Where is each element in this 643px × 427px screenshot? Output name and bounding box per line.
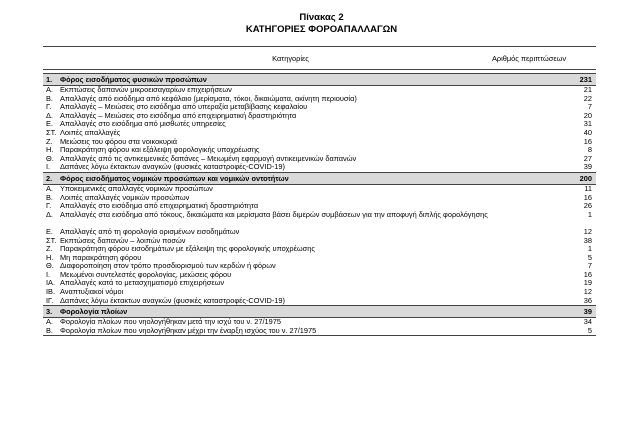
table-title: Πίνακας 2: [299, 12, 344, 23]
table-row: [43, 146, 596, 155]
table-row: [43, 163, 596, 172]
row-code: Θ.: [46, 261, 54, 271]
row-code: Β.: [46, 192, 53, 202]
row-code: Ι.: [46, 162, 51, 172]
table-row: [43, 318, 596, 327]
row-label: Απαλλαγές στο εισόδημα από επιχειρηματική δραστηριότητα: [60, 202, 259, 211]
row-count: 27: [583, 153, 592, 163]
row-count: 7: [587, 102, 592, 112]
row-count: 22: [583, 93, 592, 103]
tax-exemptions-table: [43, 46, 596, 336]
row-code: Θ.: [46, 153, 54, 163]
row-count: 39: [583, 162, 592, 172]
table-row: [43, 155, 596, 164]
header-categories: Κατηγορίες: [272, 53, 309, 63]
row-code: Α.: [46, 183, 53, 193]
table-row: [43, 95, 596, 104]
table-row: [43, 245, 596, 254]
row-count: 1: [587, 209, 592, 219]
section-total: 200: [579, 173, 592, 183]
row-label: Διαφοροποίηση στον τρόπο προσδιορισμού των κερδών ή φόρων: [60, 262, 276, 271]
table-row: [43, 262, 596, 271]
row-code: Η.: [46, 252, 54, 262]
table-header: [43, 46, 596, 70]
table-row: [43, 297, 596, 306]
row-code: Ζ.: [46, 244, 53, 254]
row-code: Γ.: [46, 102, 52, 112]
row-code: Η.: [46, 145, 54, 155]
row-count: 12: [583, 226, 592, 236]
row-code: ΙΓ.: [46, 295, 54, 305]
section-row: [43, 305, 596, 318]
row-code: Β.: [46, 93, 53, 103]
table-row: [43, 138, 596, 147]
row-count: 8: [587, 145, 592, 155]
table-row: [43, 279, 596, 288]
table-row: [43, 185, 596, 194]
table-row: [43, 327, 596, 337]
row-count: 12: [583, 287, 592, 297]
row-code: Ζ.: [46, 136, 53, 146]
section-total: 39: [583, 307, 592, 317]
row-count: 16: [583, 192, 592, 202]
row-label: Παρακράτηση φόρου εισοδημάτων με εξάλειψη της φορολογικής υποχρέωσης: [60, 245, 315, 254]
row-label: Απαλλαγές από τη φορολογία ορισμένων εισοδημάτων: [60, 227, 240, 236]
row-label: Απαλλαγές στο εισόδημα από μισθωτές υπηρεσίες: [60, 120, 226, 129]
row-code: ΙΒ.: [46, 287, 56, 297]
section-row: [43, 172, 596, 185]
table-body: [43, 73, 596, 336]
row-label: Αναπτυξιακοί νόμοι: [60, 288, 124, 297]
section-code: 3.: [46, 307, 53, 317]
table-row: [43, 288, 596, 297]
row-code: Α.: [46, 85, 53, 94]
row-count: 16: [583, 136, 592, 146]
row-code: Β.: [46, 325, 53, 335]
row-count: 5: [587, 252, 592, 262]
row-count: 31: [583, 119, 592, 129]
section-label: Φόρος εισοδήματος νομικών προσώπων και νομικών οντοτήτων: [60, 173, 289, 183]
row-code: ΣΤ.: [46, 127, 57, 137]
section-total: 231: [579, 75, 592, 84]
section-label: Φόρος εισοδήματος φυσικών προσώπων: [60, 75, 207, 84]
table-row: [43, 129, 596, 138]
row-code: Δ.: [46, 110, 53, 120]
row-count: 5: [587, 325, 592, 335]
row-code: Ι.: [46, 269, 51, 279]
row-count: 40: [583, 127, 592, 137]
row-label: Φορολογία πλοίων που νηολογήθηκαν μέχρι την έναρξη ισχύος του ν. 27/1975: [60, 326, 317, 335]
row-count: 16: [583, 269, 592, 279]
header-count: Αριθμός περιπτώσεων: [492, 53, 567, 63]
row-count: 36: [583, 295, 592, 305]
row-count: 19: [583, 278, 592, 288]
table-row: [43, 237, 596, 246]
section-label: Φορολογία πλοίων: [60, 307, 128, 317]
row-count: 20: [583, 110, 592, 120]
row-count: 1: [587, 244, 592, 254]
section-row: [43, 73, 596, 86]
row-code: ΙΑ.: [46, 278, 56, 288]
row-code: Ε.: [46, 119, 53, 129]
row-label: Απαλλαγές – Μειώσεις στο εισόδημα από υπεραξία μεταβίβασης κεφαλαίου: [60, 103, 308, 112]
row-count: 11: [584, 183, 592, 193]
row-label: Απαλλαγές – Μειώσεις στο εισόδημα από επιχειρηματική δραστηριότητα: [60, 111, 297, 120]
row-label: Απαλλαγές από τις αντικειμενικές δαπάνες – Μειωμένη εφαρμογή αντικειμενικών δαπανών: [60, 154, 357, 163]
row-label: Μειωμένοι συντελεστές φορολογίας, μειώσεις φόρου: [60, 270, 232, 279]
row-code: Γ.: [46, 201, 52, 211]
row-code: Δ.: [46, 209, 53, 219]
row-count: 34: [583, 317, 592, 327]
row-count: 38: [583, 235, 592, 245]
table-row: [43, 228, 596, 237]
table-row: [43, 202, 596, 211]
table-row: [43, 271, 596, 280]
table-row: [43, 194, 596, 203]
row-label: Λοιπές απαλλαγές νομικών προσώπων: [60, 193, 190, 202]
row-count: 21: [583, 85, 592, 94]
row-label: Μειώσεις του φόρου στα νοικοκυριά: [60, 137, 178, 146]
row-label: Απαλλαγές στα εισόδημα από τόκους, δικαιώματα και μερίσματα βάσει διμερών συμβάσεων για την αποφυγή διπλής φορολόγησης: [60, 210, 488, 219]
row-label: Απαλλαγές κατά το μετασχηματισμό επιχειρήσεων: [60, 279, 225, 288]
row-count: 26: [583, 201, 592, 211]
table-row: [43, 211, 596, 228]
row-label: Εκπτώσεις δαπανών – λοιπών ποσών: [60, 236, 186, 245]
row-label: Λοιπές απαλλαγές: [60, 128, 121, 137]
row-code: ΣΤ.: [46, 235, 57, 245]
row-label: Εκπτώσεις δαπανών μικροεισαγαρίων επιχειρήσεων: [60, 86, 232, 94]
row-code: Ε.: [46, 226, 53, 236]
table-row: [43, 103, 596, 112]
row-label: Φορολογία πλοίων που νηολογήθηκαν μετά την ισχύ του ν. 27/1975: [60, 318, 281, 327]
table-subtitle: ΚΑΤΗΓΟΡΙΕΣ ΦΟΡΟΑΠΑΛΛΑΓΩΝ: [245, 24, 398, 35]
row-label: Μη παρακράτηση φόρου: [60, 253, 142, 262]
table-row: [43, 120, 596, 129]
row-label: Δαπάνες λόγω έκτακτων αναγκών (φυσικές καταστροφές-COVID-19): [60, 163, 285, 172]
row-label: Δαπάνες λόγω έκτακτων αναγκών (φυσικές καταστροφές-COVID-19): [60, 296, 285, 305]
row-label: Υποκειμενικές απαλλαγές νομικών προσώπων: [60, 184, 213, 193]
table-row: [43, 254, 596, 263]
section-code: 2.: [46, 173, 53, 183]
row-label: Απαλλαγές από εισόδημα από κεφάλαιο (μερίσματα, τόκοι, δικαιώματα, ακίνητη περιουσία): [60, 94, 357, 103]
section-code: 1.: [46, 75, 53, 84]
row-count: 7: [587, 261, 592, 271]
table-row: [43, 86, 596, 95]
row-code: Α.: [46, 317, 53, 327]
table-row: [43, 112, 596, 121]
row-label: Παρακράτηση φόρου και εξάλειψη φορολογικής υποχρέωσης: [60, 146, 260, 155]
